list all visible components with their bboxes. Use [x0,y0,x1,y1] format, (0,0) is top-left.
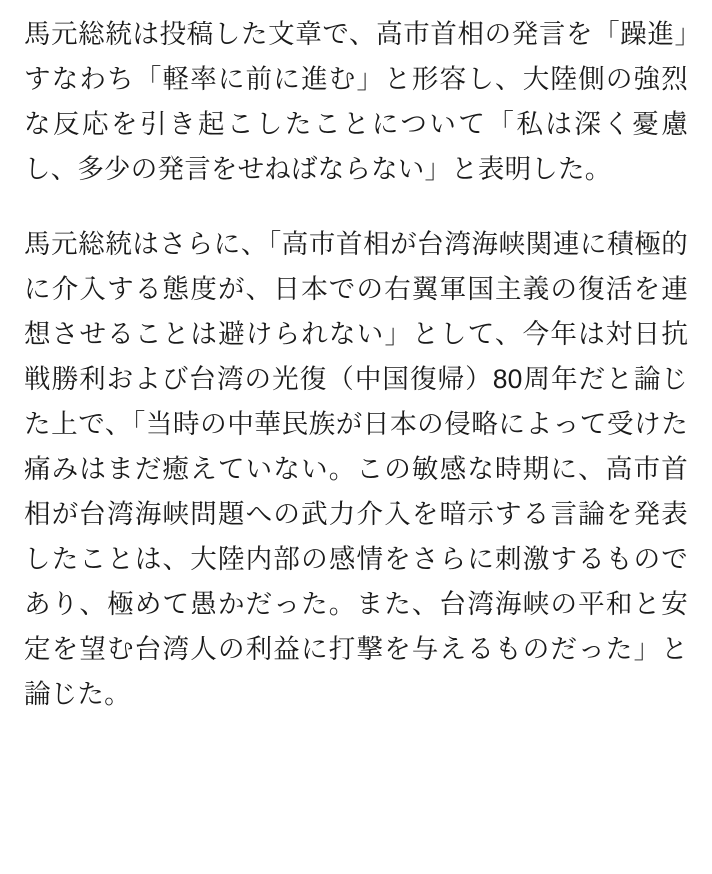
article-paragraph-2: 馬元総統はさらに、「高市首相が台湾海峡関連に積極的に介入する態度が、日本での右翼軍国主義の復活を連想させることは避けられない」として、今年は対日抗戦勝利および台湾の光復（中国復帰）80周年だと論じた上で、「当時の中華民族が日本の侵略によって受けた痛みはまだ癒えていない。この敏感な時期に、高市首相が台湾海峡問題への武力介入を暗示する言論を発表したことは、大陸内部の感情をさらに刺激するものであり、極めて愚かだった。また、台湾海峡の平和と安定を望む台湾人の利益に打撃を与えるものだった」と論じた。 [24,229,688,709]
article-paragraph-1: 馬元総統は投稿した文章で、高市首相の発言を「躁進」すなわち「軽率に前に進む」と形容し、大陸側の強烈な反応を引き起こしたことについて「私は深く憂慮し、多少の発言をせねばならない」と表明した。 [24,19,688,184]
